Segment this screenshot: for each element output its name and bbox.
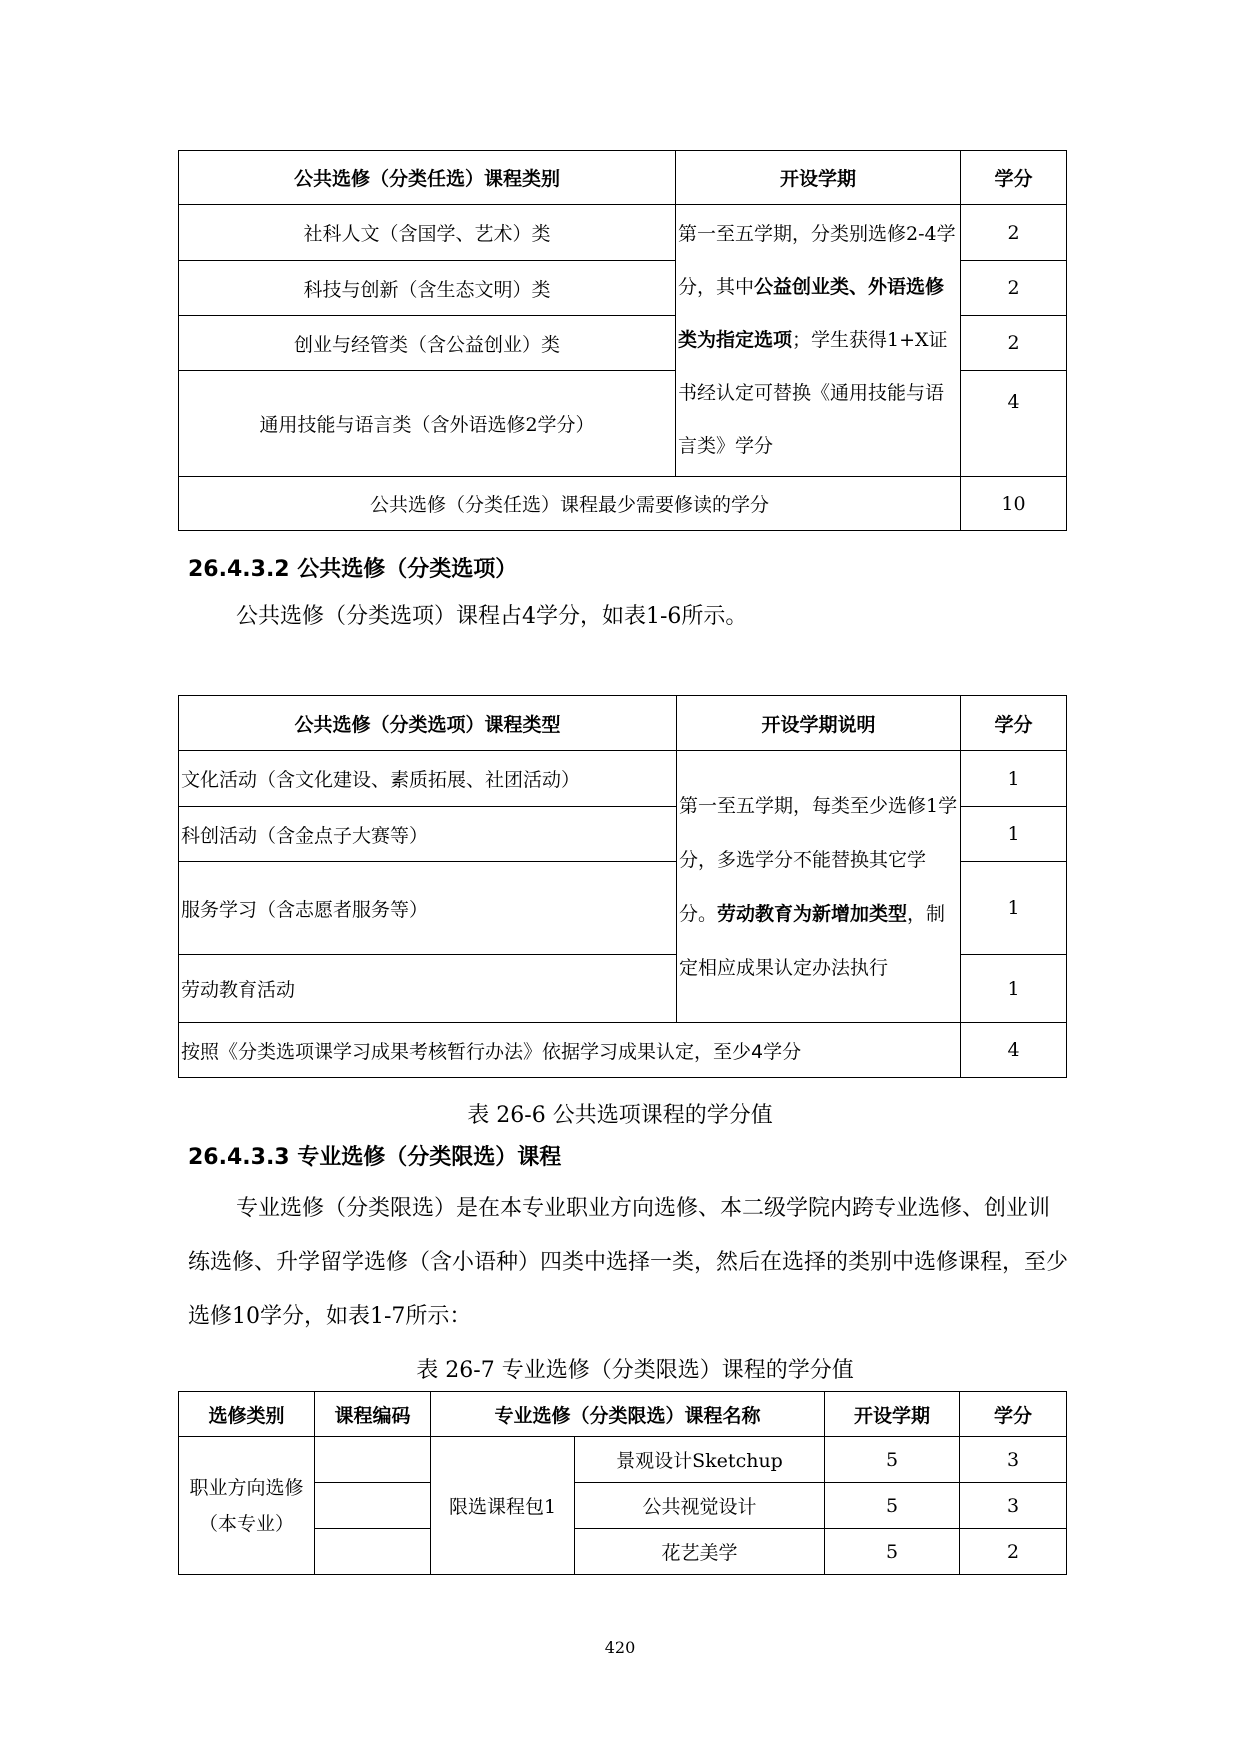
total-label: 公共选修（分类任选）课程最少需要修读的学分: [179, 477, 961, 531]
header-type: 公共选修（分类选项）课程类型: [179, 696, 677, 751]
credits-cell: 2: [961, 316, 1067, 371]
table-row: [179, 1437, 1067, 1483]
header-category: 选修类别: [179, 1392, 315, 1437]
semester-note-bold: 劳动教育为新增加类型: [717, 902, 908, 925]
table-header-row: [179, 696, 1067, 751]
table-caption-26-7: 表 26-7 专业选修（分类限选）课程的学分值: [416, 1358, 854, 1383]
course-name-cell: 花艺美学: [575, 1529, 825, 1575]
page-number: 420: [604, 1638, 636, 1657]
package-cell: 限选课程包1: [431, 1437, 575, 1575]
credits-cell: 1: [961, 862, 1067, 955]
professional-elective-table: [178, 1391, 1067, 1575]
credits-cell: 4: [961, 371, 1067, 477]
code-cell: [315, 1437, 431, 1483]
total-label: 按照《分类选项课学习成果考核暂行办法》依据学习成果认定，至少4学分: [179, 1023, 961, 1078]
table-total-row: [179, 477, 1067, 531]
credits-cell: 2: [961, 205, 1067, 261]
table-caption-26-6: 表 26-6 公共选项课程的学分值: [467, 1103, 773, 1128]
semester-cell: 5: [825, 1437, 960, 1483]
credits-cell: 1: [961, 807, 1067, 862]
table-row: [179, 205, 1067, 261]
semester-note-cell: [676, 205, 961, 477]
category-cell: 创业与经管类（含公益创业）类: [179, 316, 676, 371]
code-cell: [315, 1529, 431, 1575]
credits-cell: 2: [960, 1529, 1067, 1575]
category-cell: 职业方向选修（本专业）: [179, 1437, 315, 1575]
credits-cell: 1: [961, 751, 1067, 807]
semester-note-text-2: ；学生获得1+X证书经认定可替换《通用技能与语言类》学分: [678, 329, 948, 457]
elective-options-table: [178, 695, 1067, 1078]
type-cell: 劳动教育活动: [179, 955, 677, 1023]
section-paragraph: 公共选修（分类选项）课程占4学分，如表1-6所示。: [236, 604, 748, 629]
table-total-row: [179, 1023, 1067, 1078]
type-cell: 文化活动（含文化建设、素质拓展、社团活动）: [179, 751, 677, 807]
header-category: 公共选修（分类任选）课程类别: [179, 151, 676, 205]
semester-note-text-2: ，制定相应成果认定办法执行: [679, 902, 946, 979]
category-cell: 社科人文（含国学、艺术）类: [179, 205, 676, 261]
header-credits: 学分: [961, 151, 1067, 205]
semester-note-cell: [677, 751, 961, 1023]
category-cell: 科技与创新（含生态文明）类: [179, 261, 676, 316]
header-semester: 开设学期: [676, 151, 961, 205]
category-cell: 通用技能与语言类（含外语选修2学分）: [179, 371, 676, 477]
section-heading-26-4-3-3: 26.4.3.3 专业选修（分类限选）课程: [188, 1145, 562, 1170]
header-semester: 开设学期: [825, 1392, 960, 1437]
course-name-cell: 景观设计Sketchup: [575, 1437, 825, 1483]
elective-categories-table: [178, 150, 1067, 531]
code-cell: [315, 1483, 431, 1529]
course-name-cell: 公共视觉设计: [575, 1483, 825, 1529]
total-credits: 10: [961, 477, 1067, 531]
section-heading-26-4-3-2: 26.4.3.2 公共选修（分类选项）: [188, 557, 518, 582]
table-row: [179, 751, 1067, 807]
semester-cell: 5: [825, 1483, 960, 1529]
type-cell: 服务学习（含志愿者服务等）: [179, 862, 677, 955]
credits-cell: 2: [961, 261, 1067, 316]
header-code: 课程编码: [315, 1392, 431, 1437]
header-credits: 学分: [961, 696, 1067, 751]
header-credits: 学分: [960, 1392, 1067, 1437]
credits-cell: 3: [960, 1483, 1067, 1529]
credits-cell: 1: [961, 955, 1067, 1023]
type-cell: 科创活动（含金点子大赛等）: [179, 807, 677, 862]
semester-note-bold: 公益创业类、外语选修类为指定选项: [678, 276, 945, 351]
header-semester-note: 开设学期说明: [677, 696, 961, 751]
semester-cell: 5: [825, 1529, 960, 1575]
credits-cell: 3: [960, 1437, 1067, 1483]
total-credits: 4: [961, 1023, 1067, 1078]
semester-note-text: 第一至五学期，分类别选修2-4学分，其中: [678, 223, 956, 298]
header-course-name: 专业选修（分类限选）课程名称: [431, 1392, 825, 1437]
section-paragraph: 专业选修（分类限选）是在本专业职业方向选修、本二级学院内跨专业选修、创业训练选修、升学留学选修（含小语种）四类中选择一类，然后在选择的类别中选修课程，至少选修10学分，如表1-7所示：: [188, 1196, 1069, 1329]
table-header-row: [179, 151, 1067, 205]
table-header-row: [179, 1392, 1067, 1437]
semester-note-text: 第一至五学期，每类至少选修1学分，多选学分不能替换其它学分。: [679, 794, 958, 925]
